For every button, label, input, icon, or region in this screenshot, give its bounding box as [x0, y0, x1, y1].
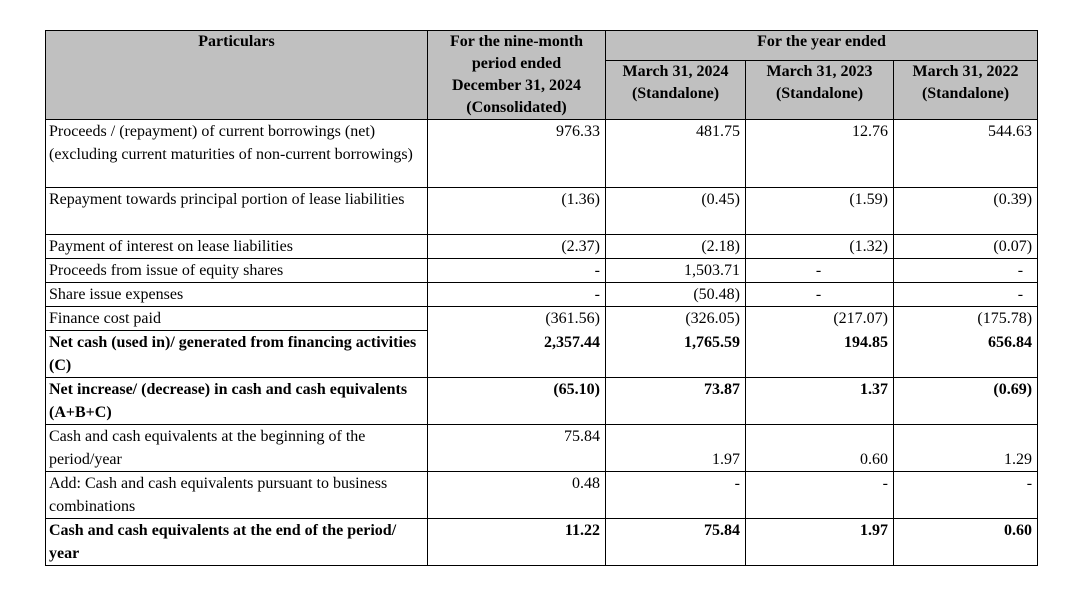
cell-value: - [746, 259, 894, 283]
cell-value: 544.63 [894, 120, 1038, 188]
cell-value: - [894, 259, 1038, 283]
cell-value: (0.39) [894, 188, 1038, 235]
row-label: Share issue expenses [46, 283, 428, 307]
cell-value: (65.10) [428, 378, 606, 425]
row-label: Net increase/ (decrease) in cash and cash equivalents (A+B+C) [46, 378, 428, 425]
cell-value: 656.84 [894, 331, 1038, 378]
table-row [46, 259, 1038, 283]
col-header-year-group [606, 31, 1038, 61]
fy2024-basis: (Standalone) [631, 85, 720, 103]
cell-value: 1,765.59 [606, 331, 746, 378]
col-header-particulars [46, 31, 428, 120]
cell-value: (361.56) [428, 307, 606, 331]
cell-value: 1.29 [894, 425, 1038, 472]
cell-value: (326.05) [606, 307, 746, 331]
col-header-fy2024 [606, 61, 746, 120]
cell-value: (175.78) [894, 307, 1038, 331]
row-label: Net cash (used in)/ generated from financing activities (C) [46, 331, 428, 378]
row-label: Cash and cash equivalents at the beginning of the period/year [46, 425, 428, 472]
row-label: Add: Cash and cash equivalents pursuant to business combinations [46, 472, 428, 519]
table-row [46, 307, 1038, 331]
cell-value: 11.22 [428, 519, 606, 566]
cell-value: - [894, 283, 1038, 307]
row-label: Proceeds / (repayment) of current borrowings (net) (excluding current maturities of non-current borrowings) [46, 120, 428, 188]
fy2022-basis: (Standalone) [921, 85, 1010, 103]
cell-value: (1.59) [746, 188, 894, 235]
cell-value: - [428, 259, 606, 283]
cell-value: - [746, 283, 894, 307]
cell-value: 73.87 [606, 378, 746, 425]
table-row [46, 235, 1038, 259]
row-label: Finance cost paid [46, 307, 428, 331]
row-label: Proceeds from issue of equity shares [46, 259, 428, 283]
cell-value: - [746, 472, 894, 519]
table-row [46, 283, 1038, 307]
cash-flow-financing-table [45, 30, 1038, 566]
nine-month-line-4: (Consolidated) [466, 99, 567, 116]
nine-month-line-2: period ended [471, 55, 562, 72]
cell-value: 75.84 [428, 425, 606, 472]
row-label: Cash and cash equivalents at the end of the period/ year [46, 519, 428, 566]
cell-value: 1.97 [746, 519, 894, 566]
col-header-fy2023 [746, 61, 894, 120]
fy2024-date: March 31, 2024 [622, 63, 729, 81]
row-label: Payment of interest on lease liabilities [46, 235, 428, 259]
cell-value: - [606, 472, 746, 519]
cell-value: 1.37 [746, 378, 894, 425]
cell-value: (217.07) [746, 307, 894, 331]
year-group-label: For the year ended [757, 33, 886, 50]
cell-value: 194.85 [746, 331, 894, 378]
nine-month-line-1: For the nine-month [449, 33, 584, 50]
cell-value: - [894, 472, 1038, 519]
col-header-nine-month [428, 31, 606, 120]
cell-value: (0.69) [894, 378, 1038, 425]
cell-value: (2.18) [606, 235, 746, 259]
row-label: Repayment towards principal portion of lease liabilities [46, 188, 428, 235]
cell-value: 2,357.44 [428, 331, 606, 378]
fy2022-date: March 31, 2022 [912, 63, 1019, 81]
table-row [46, 331, 1038, 378]
fy2023-date: March 31, 2023 [766, 63, 873, 81]
cell-value: (0.07) [894, 235, 1038, 259]
table-row [46, 120, 1038, 188]
table-row [46, 425, 1038, 472]
cell-value: (2.37) [428, 235, 606, 259]
cell-value: - [428, 283, 606, 307]
table-row [46, 472, 1038, 519]
cell-value: 75.84 [606, 519, 746, 566]
cell-value: (1.36) [428, 188, 606, 235]
table-row [46, 519, 1038, 566]
cell-value: 12.76 [746, 120, 894, 188]
cell-value: 1.97 [606, 425, 746, 472]
cell-value: 0.60 [894, 519, 1038, 566]
cell-value: (0.45) [606, 188, 746, 235]
table-row [46, 188, 1038, 235]
table-row [46, 378, 1038, 425]
cell-value: (1.32) [746, 235, 894, 259]
cell-value: 1,503.71 [606, 259, 746, 283]
cell-value: 0.60 [746, 425, 894, 472]
cell-value: 0.48 [428, 472, 606, 519]
header-row-1 [46, 31, 1038, 61]
particulars-label: Particulars [198, 33, 275, 50]
cell-value: 481.75 [606, 120, 746, 188]
cell-value: (50.48) [606, 283, 746, 307]
nine-month-line-3: December 31, 2024 [452, 77, 581, 94]
cell-value: 976.33 [428, 120, 606, 188]
fy2023-basis: (Standalone) [775, 85, 864, 103]
col-header-fy2022 [894, 61, 1038, 120]
